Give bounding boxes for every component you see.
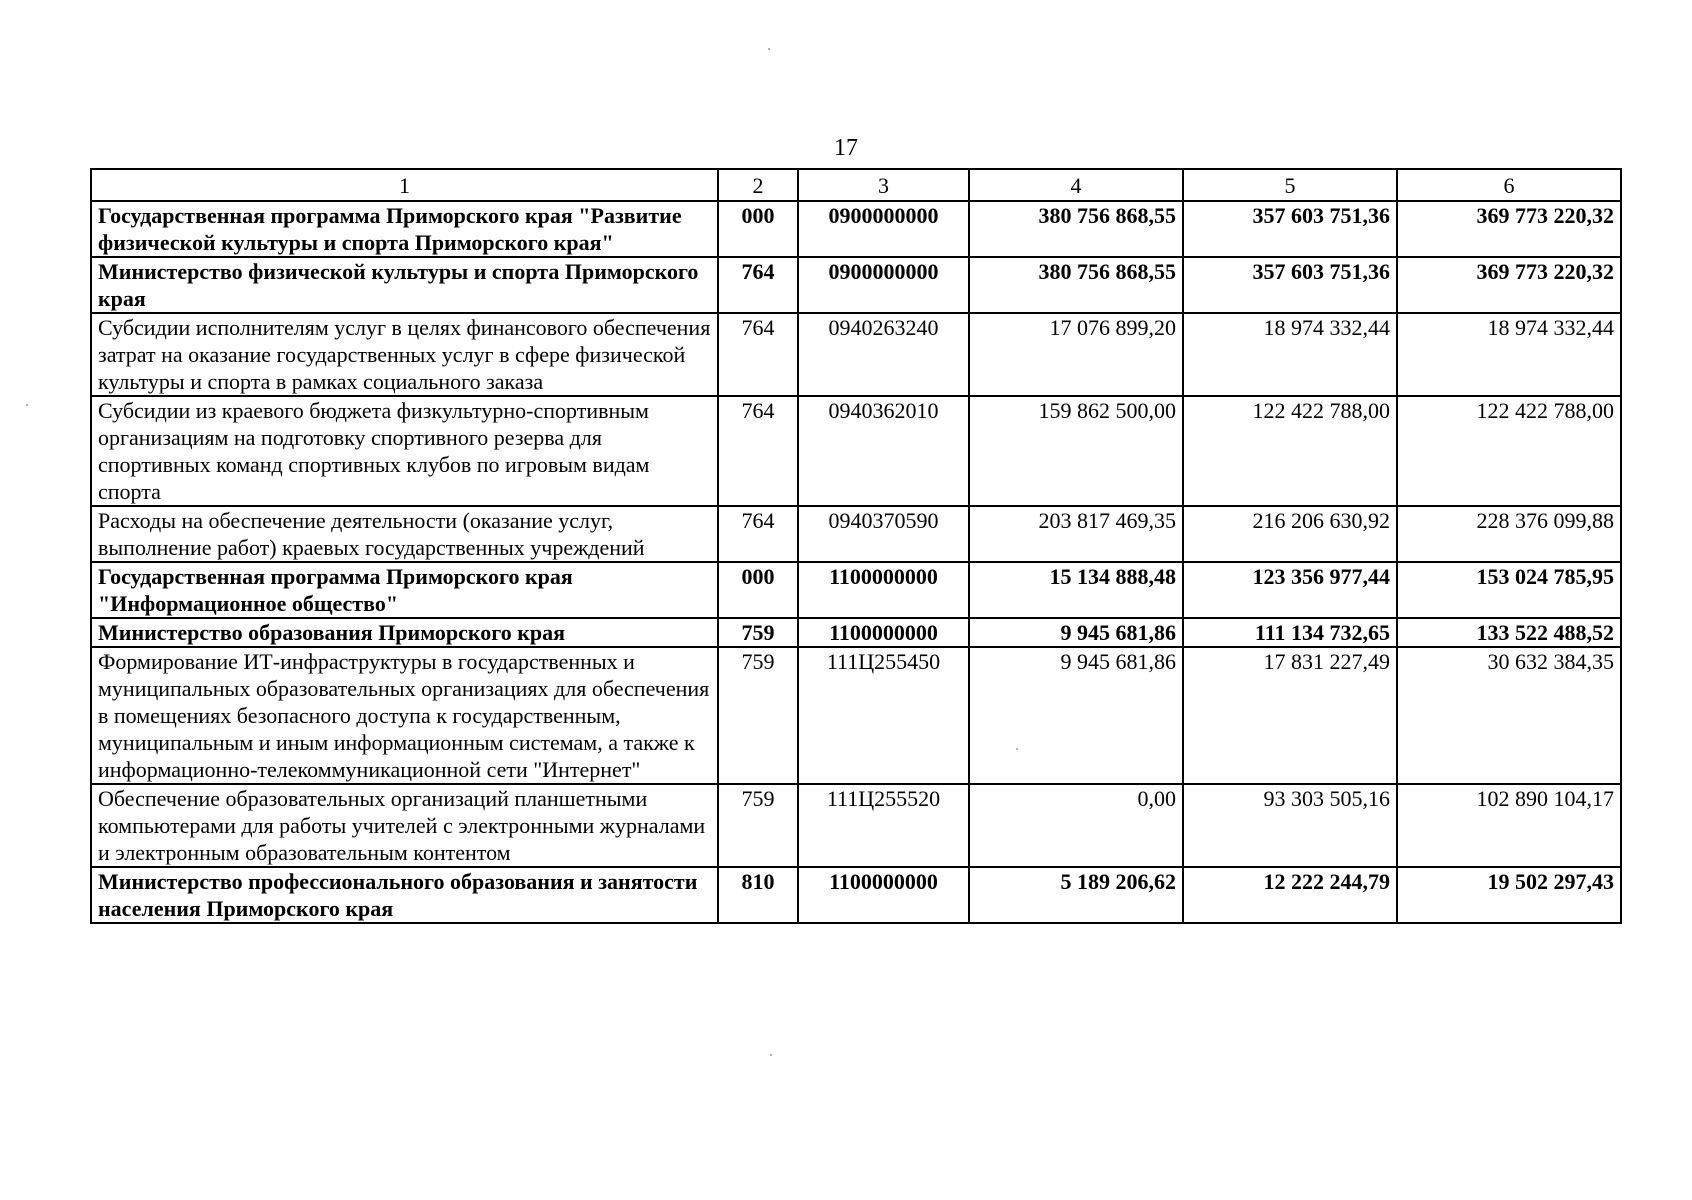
table-header-row <box>91 169 1621 201</box>
row-sum-3: 122 422 788,00 <box>1397 396 1621 506</box>
row-sum-1: 17 076 899,20 <box>969 313 1183 396</box>
table-row <box>91 784 1621 867</box>
row-sum-2: 123 356 977,44 <box>1183 562 1397 618</box>
row-csr: 111Ц255450 <box>798 647 969 784</box>
table-row <box>91 867 1621 923</box>
row-code: 810 <box>718 867 798 923</box>
row-sum-2: 122 422 788,00 <box>1183 396 1397 506</box>
row-sum-3: 102 890 104,17 <box>1397 784 1621 867</box>
row-sum-1: 9 945 681,86 <box>969 647 1183 784</box>
row-csr: 0940263240 <box>798 313 969 396</box>
row-csr: 0900000000 <box>798 201 969 257</box>
scan-speck <box>26 404 28 406</box>
row-sum-3: 153 024 785,95 <box>1397 562 1621 618</box>
row-name: Субсидии исполнителям услуг в целях финансового обеспечения затрат на оказание государственных услуг в сфере физической культуры и спорта в рамках социального заказа <box>91 313 718 396</box>
row-csr: 0900000000 <box>798 257 969 313</box>
row-code: 000 <box>718 201 798 257</box>
row-sum-1: 380 756 868,55 <box>969 201 1183 257</box>
row-csr: 1100000000 <box>798 562 969 618</box>
row-name: Субсидии из краевого бюджета физкультурно-спортивным организациям на подготовку спортивного резерва для спортивных команд спортивных клубов по игровым видам спорта <box>91 396 718 506</box>
row-name: Государственная программа Приморского края "Информационное общество" <box>91 562 718 618</box>
row-csr: 1100000000 <box>798 618 969 647</box>
header-col-4: 4 <box>969 169 1183 201</box>
row-name: Расходы на обеспечение деятельности (оказание услуг, выполнение работ) краевых государственных учреждений <box>91 506 718 562</box>
row-sum-2: 93 303 505,16 <box>1183 784 1397 867</box>
row-csr: 111Ц255520 <box>798 784 969 867</box>
header-col-2: 2 <box>718 169 798 201</box>
header-col-6: 6 <box>1397 169 1621 201</box>
row-code: 759 <box>718 784 798 867</box>
table-row <box>91 257 1621 313</box>
row-name: Министерство физической культуры и спорта Приморского края <box>91 257 718 313</box>
row-code: 000 <box>718 562 798 618</box>
row-name: Государственная программа Приморского края "Развитие физической культуры и спорта Приморского края" <box>91 201 718 257</box>
row-sum-3: 18 974 332,44 <box>1397 313 1621 396</box>
row-sum-2: 17 831 227,49 <box>1183 647 1397 784</box>
row-csr: 1100000000 <box>798 867 969 923</box>
row-sum-2: 111 134 732,65 <box>1183 618 1397 647</box>
row-sum-2: 12 222 244,79 <box>1183 867 1397 923</box>
budget-table <box>90 168 1622 924</box>
row-sum-1: 15 134 888,48 <box>969 562 1183 618</box>
row-name: Обеспечение образовательных организаций планшетными компьютерами для работы учителей с электронными журналами и электронным образовательным контентом <box>91 784 718 867</box>
row-sum-1: 0,00 <box>969 784 1183 867</box>
row-code: 759 <box>718 618 798 647</box>
row-code: 764 <box>718 396 798 506</box>
row-sum-3: 369 773 220,32 <box>1397 257 1621 313</box>
row-name: Министерство образования Приморского края <box>91 618 718 647</box>
table-row <box>91 201 1621 257</box>
row-code: 764 <box>718 506 798 562</box>
row-code: 759 <box>718 647 798 784</box>
row-csr: 0940362010 <box>798 396 969 506</box>
row-name: Министерство профессионального образования и занятости населения Приморского края <box>91 867 718 923</box>
row-sum-1: 159 862 500,00 <box>969 396 1183 506</box>
row-code: 764 <box>718 257 798 313</box>
header-col-1: 1 <box>91 169 718 201</box>
row-sum-1: 9 945 681,86 <box>969 618 1183 647</box>
row-sum-3: 369 773 220,32 <box>1397 201 1621 257</box>
row-name: Формирование ИТ-инфраструктуры в государственных и муниципальных образовательных организациях для обеспечения в помещениях безопасного доступа к государственным, муниципальным и иным информационным системам, а также к информационно-телекоммуникационной сети "Интернет" <box>91 647 718 784</box>
table-row <box>91 618 1621 647</box>
row-sum-1: 5 189 206,62 <box>969 867 1183 923</box>
row-sum-3: 133 522 488,52 <box>1397 618 1621 647</box>
table-row <box>91 562 1621 618</box>
row-sum-2: 357 603 751,36 <box>1183 201 1397 257</box>
row-sum-3: 30 632 384,35 <box>1397 647 1621 784</box>
page-number: 17 <box>834 135 858 161</box>
row-sum-3: 228 376 099,88 <box>1397 506 1621 562</box>
row-code: 764 <box>718 313 798 396</box>
row-sum-1: 380 756 868,55 <box>969 257 1183 313</box>
row-sum-2: 216 206 630,92 <box>1183 506 1397 562</box>
table-row <box>91 647 1621 784</box>
table-row <box>91 396 1621 506</box>
header-col-3: 3 <box>798 169 969 201</box>
scan-speck <box>1016 748 1018 750</box>
table-body <box>91 201 1621 923</box>
row-sum-2: 18 974 332,44 <box>1183 313 1397 396</box>
table-row <box>91 506 1621 562</box>
row-csr: 0940370590 <box>798 506 969 562</box>
scan-speck <box>770 1054 772 1056</box>
header-col-5: 5 <box>1183 169 1397 201</box>
row-sum-1: 203 817 469,35 <box>969 506 1183 562</box>
row-sum-3: 19 502 297,43 <box>1397 867 1621 923</box>
row-sum-2: 357 603 751,36 <box>1183 257 1397 313</box>
scan-speck <box>768 48 770 50</box>
table-row <box>91 313 1621 396</box>
